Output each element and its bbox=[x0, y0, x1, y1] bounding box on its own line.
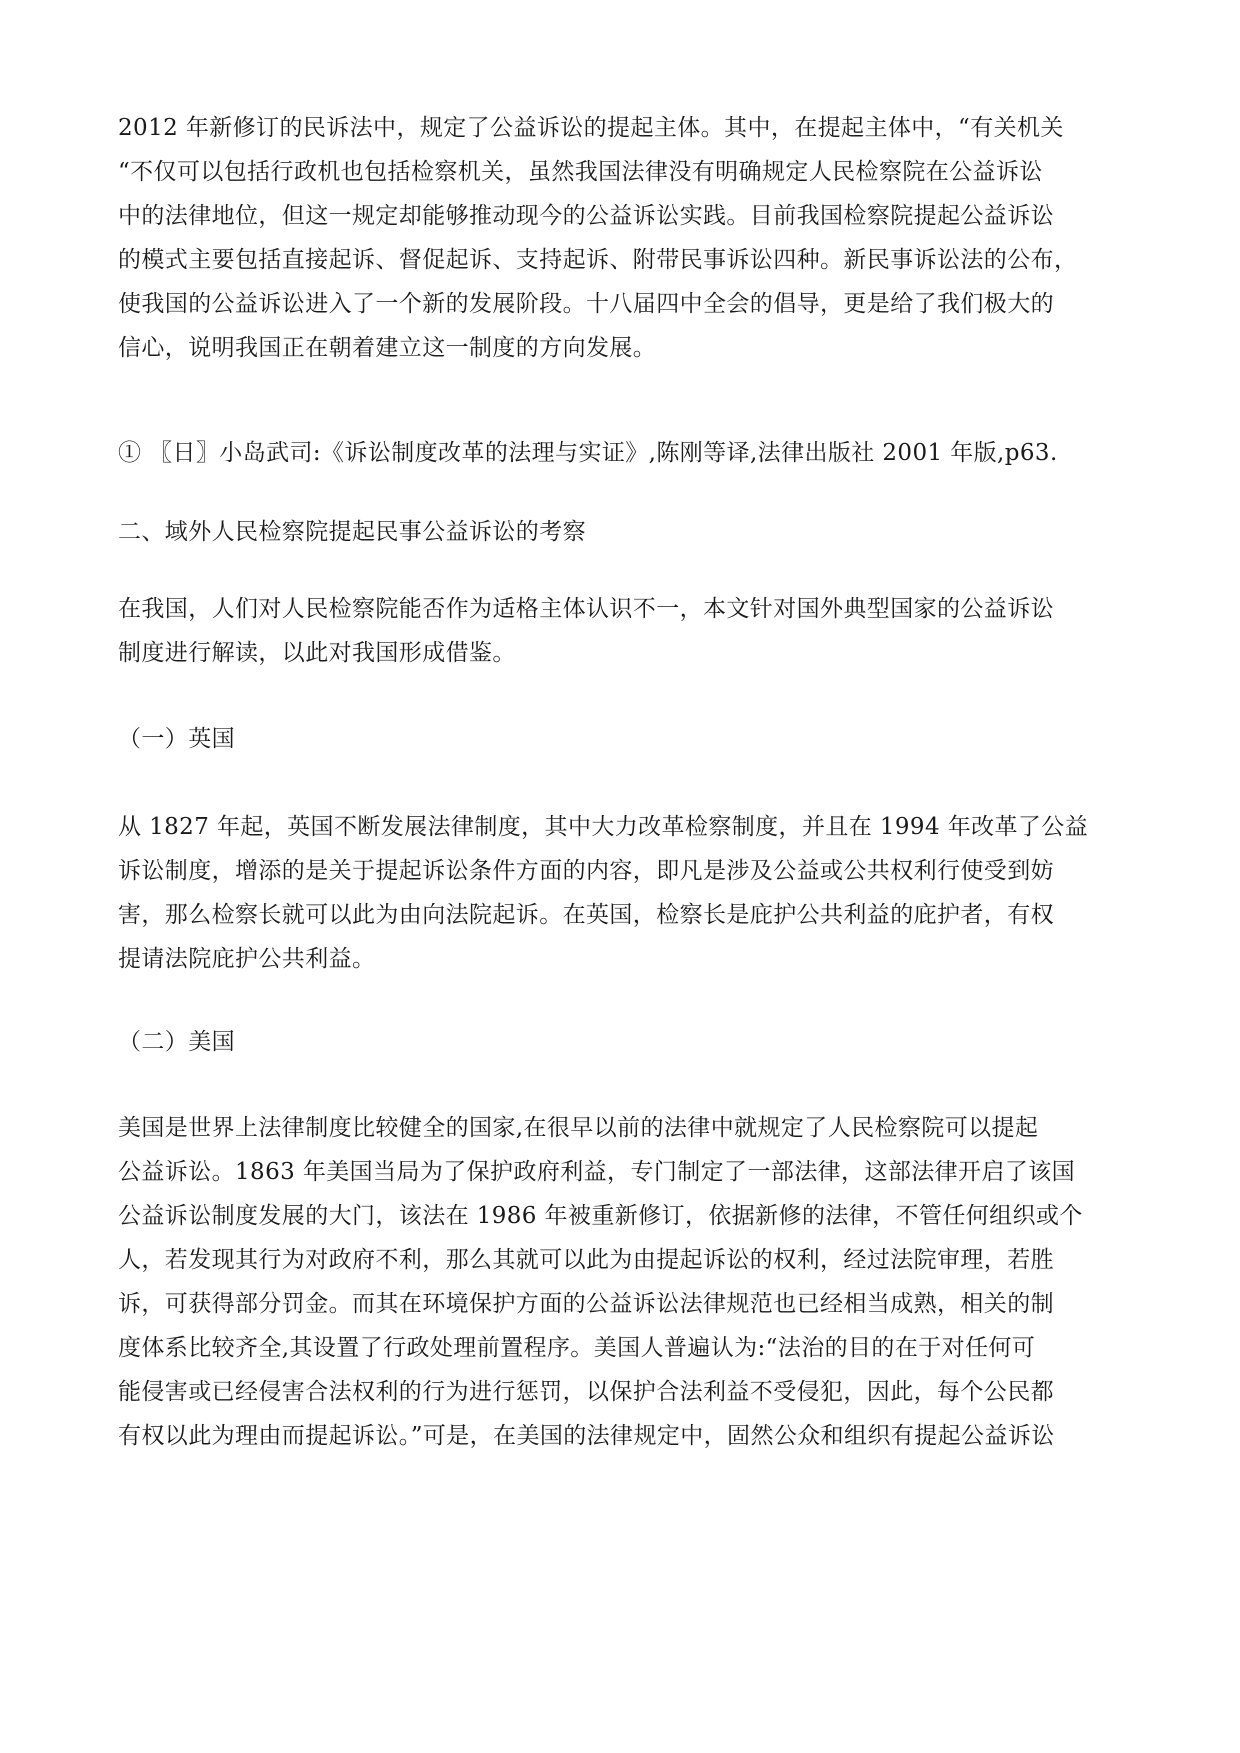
paragraph-line: 诉，可获得部分罚金。而其在环境保护方面的公益诉讼法律规范也已经相当成熟，相关的制 bbox=[118, 1291, 1054, 1317]
subheading-us bbox=[118, 1020, 1118, 1064]
paragraph-public-interest-litigation-intro bbox=[118, 106, 1118, 370]
paragraph-line: 中的法律地位，但这一规定却能够推动现今的公益诉讼实践。目前我国检察院提起公益诉讼 bbox=[118, 203, 1054, 229]
subheading-uk bbox=[118, 717, 1118, 761]
paragraph-line: 从 1827 年起，英国不断发展法律制度，其中大力改革检察制度，并且在 1994 年改革了公益 bbox=[118, 814, 1089, 840]
paragraph-us bbox=[118, 1106, 1118, 1458]
paragraph-line: 制度进行解读，以此对我国形成借鉴。 bbox=[118, 640, 516, 666]
section-heading bbox=[118, 510, 1118, 554]
paragraph-line: 的模式主要包括直接起诉、督促起诉、支持起诉、附带民事诉讼四种。新民事诉讼法的公布， bbox=[118, 247, 1078, 273]
paragraph-line: 有权以此为理由而提起诉讼。”可是，在美国的法律规定中，固然公众和组织有提起公益诉讼 bbox=[118, 1423, 1055, 1449]
paragraph-line: 人，若发现其行为对政府不利，那么其就可以此为由提起诉讼的权利，经过法院审理，若胜 bbox=[118, 1247, 1054, 1273]
paragraph-line: “不仅可以包括行政机也包括检察机关，虽然我国法律没有明确规定人民检察院在公益诉讼 bbox=[118, 159, 1043, 185]
paragraph-line: 度体系比较齐全,其设置了行政处理前置程序。美国人普遍认为:“法治的目的在于对任何可 bbox=[118, 1335, 1036, 1361]
footnote bbox=[118, 431, 1118, 475]
section-heading-text: 二、域外人民检察院提起民事公益诉讼的考察 bbox=[118, 519, 586, 545]
paragraph-line: 诉讼制度，增添的是关于提起诉讼条件方面的内容，即凡是涉及公益或公共权利行使受到妨 bbox=[118, 858, 1054, 884]
paragraph-line: 害，那么检察长就可以此为由向法院起诉。在英国，检察长是庇护公共利益的庇护者，有权 bbox=[118, 902, 1054, 928]
paragraph-line: 公益诉讼制度发展的大门，该法在 1986 年被重新修订，依据新修的法律，不管任何组织或个 bbox=[118, 1203, 1083, 1229]
paragraph-line: 2012 年新修订的民诉法中，规定了公益诉讼的提起主体。其中，在提起主体中，“有关机关 bbox=[118, 115, 1064, 141]
paragraph-line: 在我国，人们对人民检察院能否作为适格主体认识不一，本文针对国外典型国家的公益诉讼 bbox=[118, 596, 1054, 622]
paragraph-line: 公益诉讼。1863 年美国当局为了保护政府利益，专门制定了一部法律，这部法律开启了该国 bbox=[118, 1159, 1076, 1185]
footnote-text: ① 〖日〗小岛武司:《诉讼制度改革的法理与实证》,陈刚等译,法律出版社 2001 年版,p63. bbox=[118, 440, 1058, 466]
paragraph-line: 提请法院庇护公共利益。 bbox=[118, 946, 376, 972]
subheading-us-text: （二）美国 bbox=[118, 1029, 235, 1055]
subheading-uk-text: （一）英国 bbox=[118, 726, 235, 752]
paragraph-line: 能侵害或已经侵害合法权利的行为进行惩罚，以保护合法利益不受侵犯，因此，每个公民都 bbox=[118, 1379, 1054, 1405]
paragraph-line: 信心，说明我国正在朝着建立这一制度的方向发展。 bbox=[118, 335, 657, 361]
paragraph-overview bbox=[118, 587, 1118, 675]
paragraph-line: 美国是世界上法律制度比较健全的国家,在很早以前的法律中就规定了人民检察院可以提起 bbox=[118, 1115, 1039, 1141]
paragraph-line: 使我国的公益诉讼进入了一个新的发展阶段。十八届四中全会的倡导，更是给了我们极大的 bbox=[118, 291, 1054, 317]
paragraph-uk bbox=[118, 805, 1118, 981]
